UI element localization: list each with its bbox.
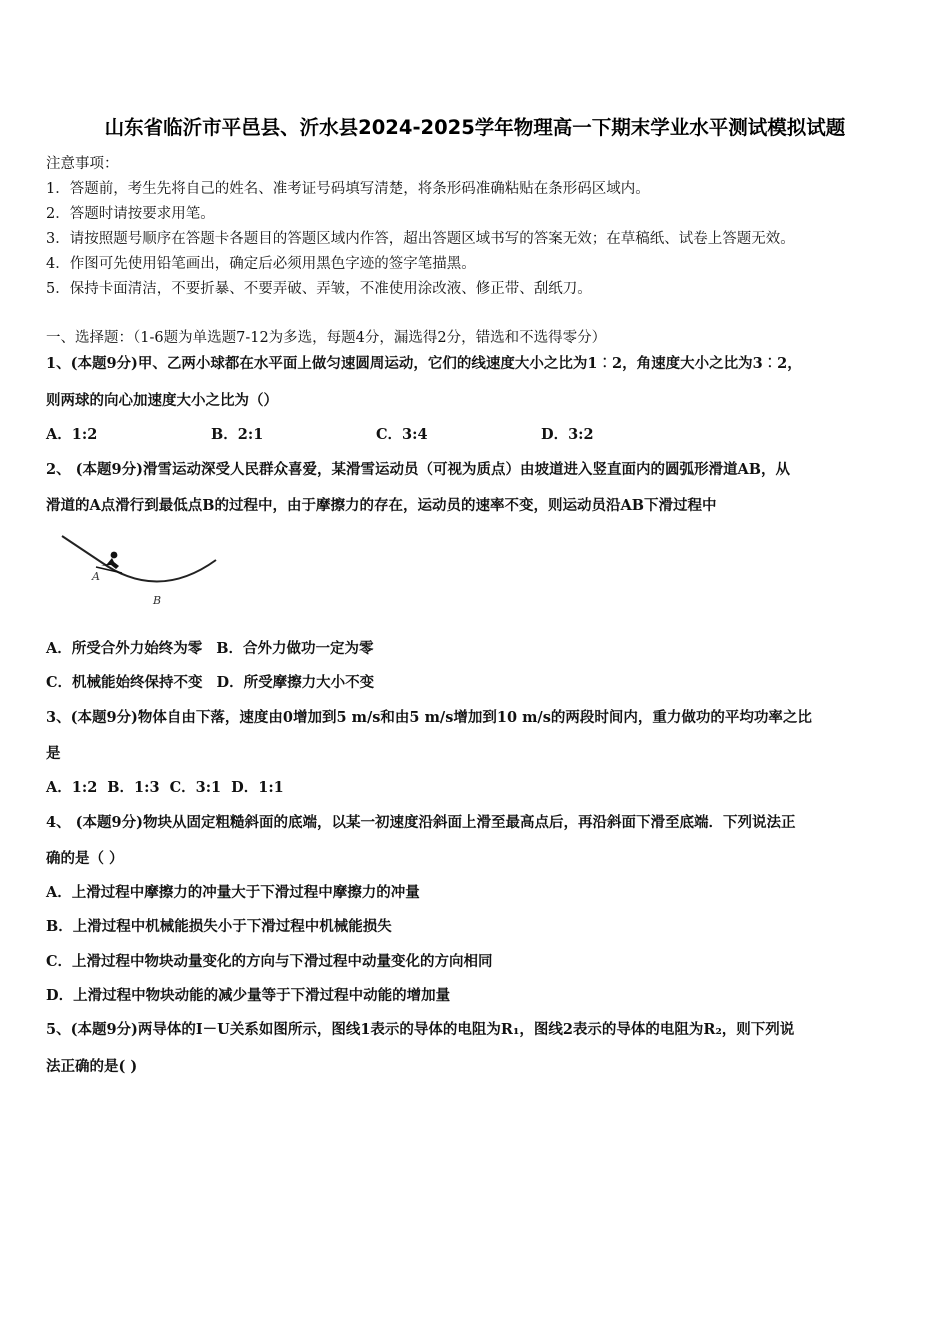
option-c: C．3:4 <box>376 426 428 443</box>
question-2-options-row-2 <box>46 671 374 692</box>
ski-slope-figure <box>56 528 226 610</box>
question-4-line-1: 4、 (本题9分)物块从固定粗糙斜面的底端，以某一初速度沿斜面上滑至最高点后，再沿斜面下滑至底端．下列说法正 <box>46 814 796 831</box>
notice-item: 3．请按照题号顺序在答题卡各题目的答题区域内作答，超出答题区域书写的答案无效；在草稿纸、试卷上答题无效。 <box>46 231 795 247</box>
option-b: B．1:3 <box>107 779 160 796</box>
option-c: C．3:1 <box>169 779 222 796</box>
option-c: C．机械能始终保持不变 <box>46 674 203 691</box>
point-a-label: A <box>92 570 100 583</box>
question-3-line-1: 3、(本题9分)物体自由下落，速度由0增加到5 m/s和由5 m/s增加到10 m/s的两段时间内，重力做功的平均功率之比 <box>46 709 812 726</box>
section-heading: 一、选择题：（1-6题为单选题7-12为多选，每题4分，漏选得2分，错选和不选得零分） <box>46 330 607 346</box>
question-5-line-2: 法正确的是( ) <box>46 1058 138 1075</box>
option-d: D．1:1 <box>231 779 284 796</box>
question-4-option-a: A．上滑过程中摩擦力的冲量大于下滑过程中摩擦力的冲量 <box>46 884 420 901</box>
question-4-option-d: D．上滑过程中物块动能的减少量等于下滑过程中动能的增加量 <box>46 987 451 1004</box>
curved-track <box>62 536 216 582</box>
option-a: A．1:2 <box>46 779 98 796</box>
question-2-options-row-1 <box>46 637 374 658</box>
question-3-options <box>46 776 284 797</box>
question-1-options <box>46 423 594 444</box>
page-title: 山东省临沂市平邑县、沂水县2024-2025学年物理高一下期末学业水平测试模拟试题 <box>104 116 846 139</box>
question-4-line-2: 确的是（ ） <box>46 850 124 867</box>
notice-item: 4．作图可先使用铅笔画出，确定后必须用黑色字迹的签字笔描黑。 <box>46 256 476 272</box>
option-a: A．所受合外力始终为零 <box>46 640 203 657</box>
notice-item: 2．答题时请按要求用笔。 <box>46 206 215 222</box>
option-b: B．合外力做功一定为零 <box>216 640 374 657</box>
question-4-option-c: C．上滑过程中物块动量变化的方向与下滑过程中动量变化的方向相同 <box>46 953 493 970</box>
option-a: A．1:2 <box>46 426 98 443</box>
question-1-line-2: 则两球的向心加速度大小之比为（） <box>46 392 278 409</box>
question-1-line-1: 1、(本题9分)甲、乙两小球都在水平面上做匀速圆周运动，它们的线速度大小之比为1︰2，角速度大小之比为3︰2， <box>46 355 802 372</box>
option-d: D．3:2 <box>541 426 594 443</box>
notice-heading: 注意事项： <box>46 156 119 172</box>
question-4-option-b: B．上滑过程中机械能损失小于下滑过程中机械能损失 <box>46 918 392 935</box>
question-2-line-2: 滑道的A点滑行到最低点B的过程中，由于摩擦力的存在，运动员的速率不变，则运动员沿AB下滑过程中 <box>46 497 717 514</box>
notice-item: 1．答题前，考生先将自己的姓名、准考证号码填写清楚，将条形码准确粘贴在条形码区域内。 <box>46 181 650 197</box>
question-3-line-2: 是 <box>46 745 61 762</box>
question-5-line-1: 5、(本题9分)两导体的I－U关系如图所示，图线1表示的导体的电阻为R₁，图线2表示的导体的电阻为R₂，则下列说 <box>46 1021 795 1038</box>
point-b-label: B <box>153 594 162 607</box>
question-2-line-1: 2、 (本题9分)滑雪运动深受人民群众喜爱，某滑雪运动员（可视为质点）由坡道进入竖直面内的圆弧形滑道AB，从 <box>46 461 790 478</box>
option-b: B．2:1 <box>211 426 264 443</box>
notice-item: 5．保持卡面清洁，不要折暴、不要弄破、弄皱，不准使用涂改液、修正带、刮纸刀。 <box>46 281 592 297</box>
option-d: D．所受摩擦力大小不变 <box>216 674 375 691</box>
